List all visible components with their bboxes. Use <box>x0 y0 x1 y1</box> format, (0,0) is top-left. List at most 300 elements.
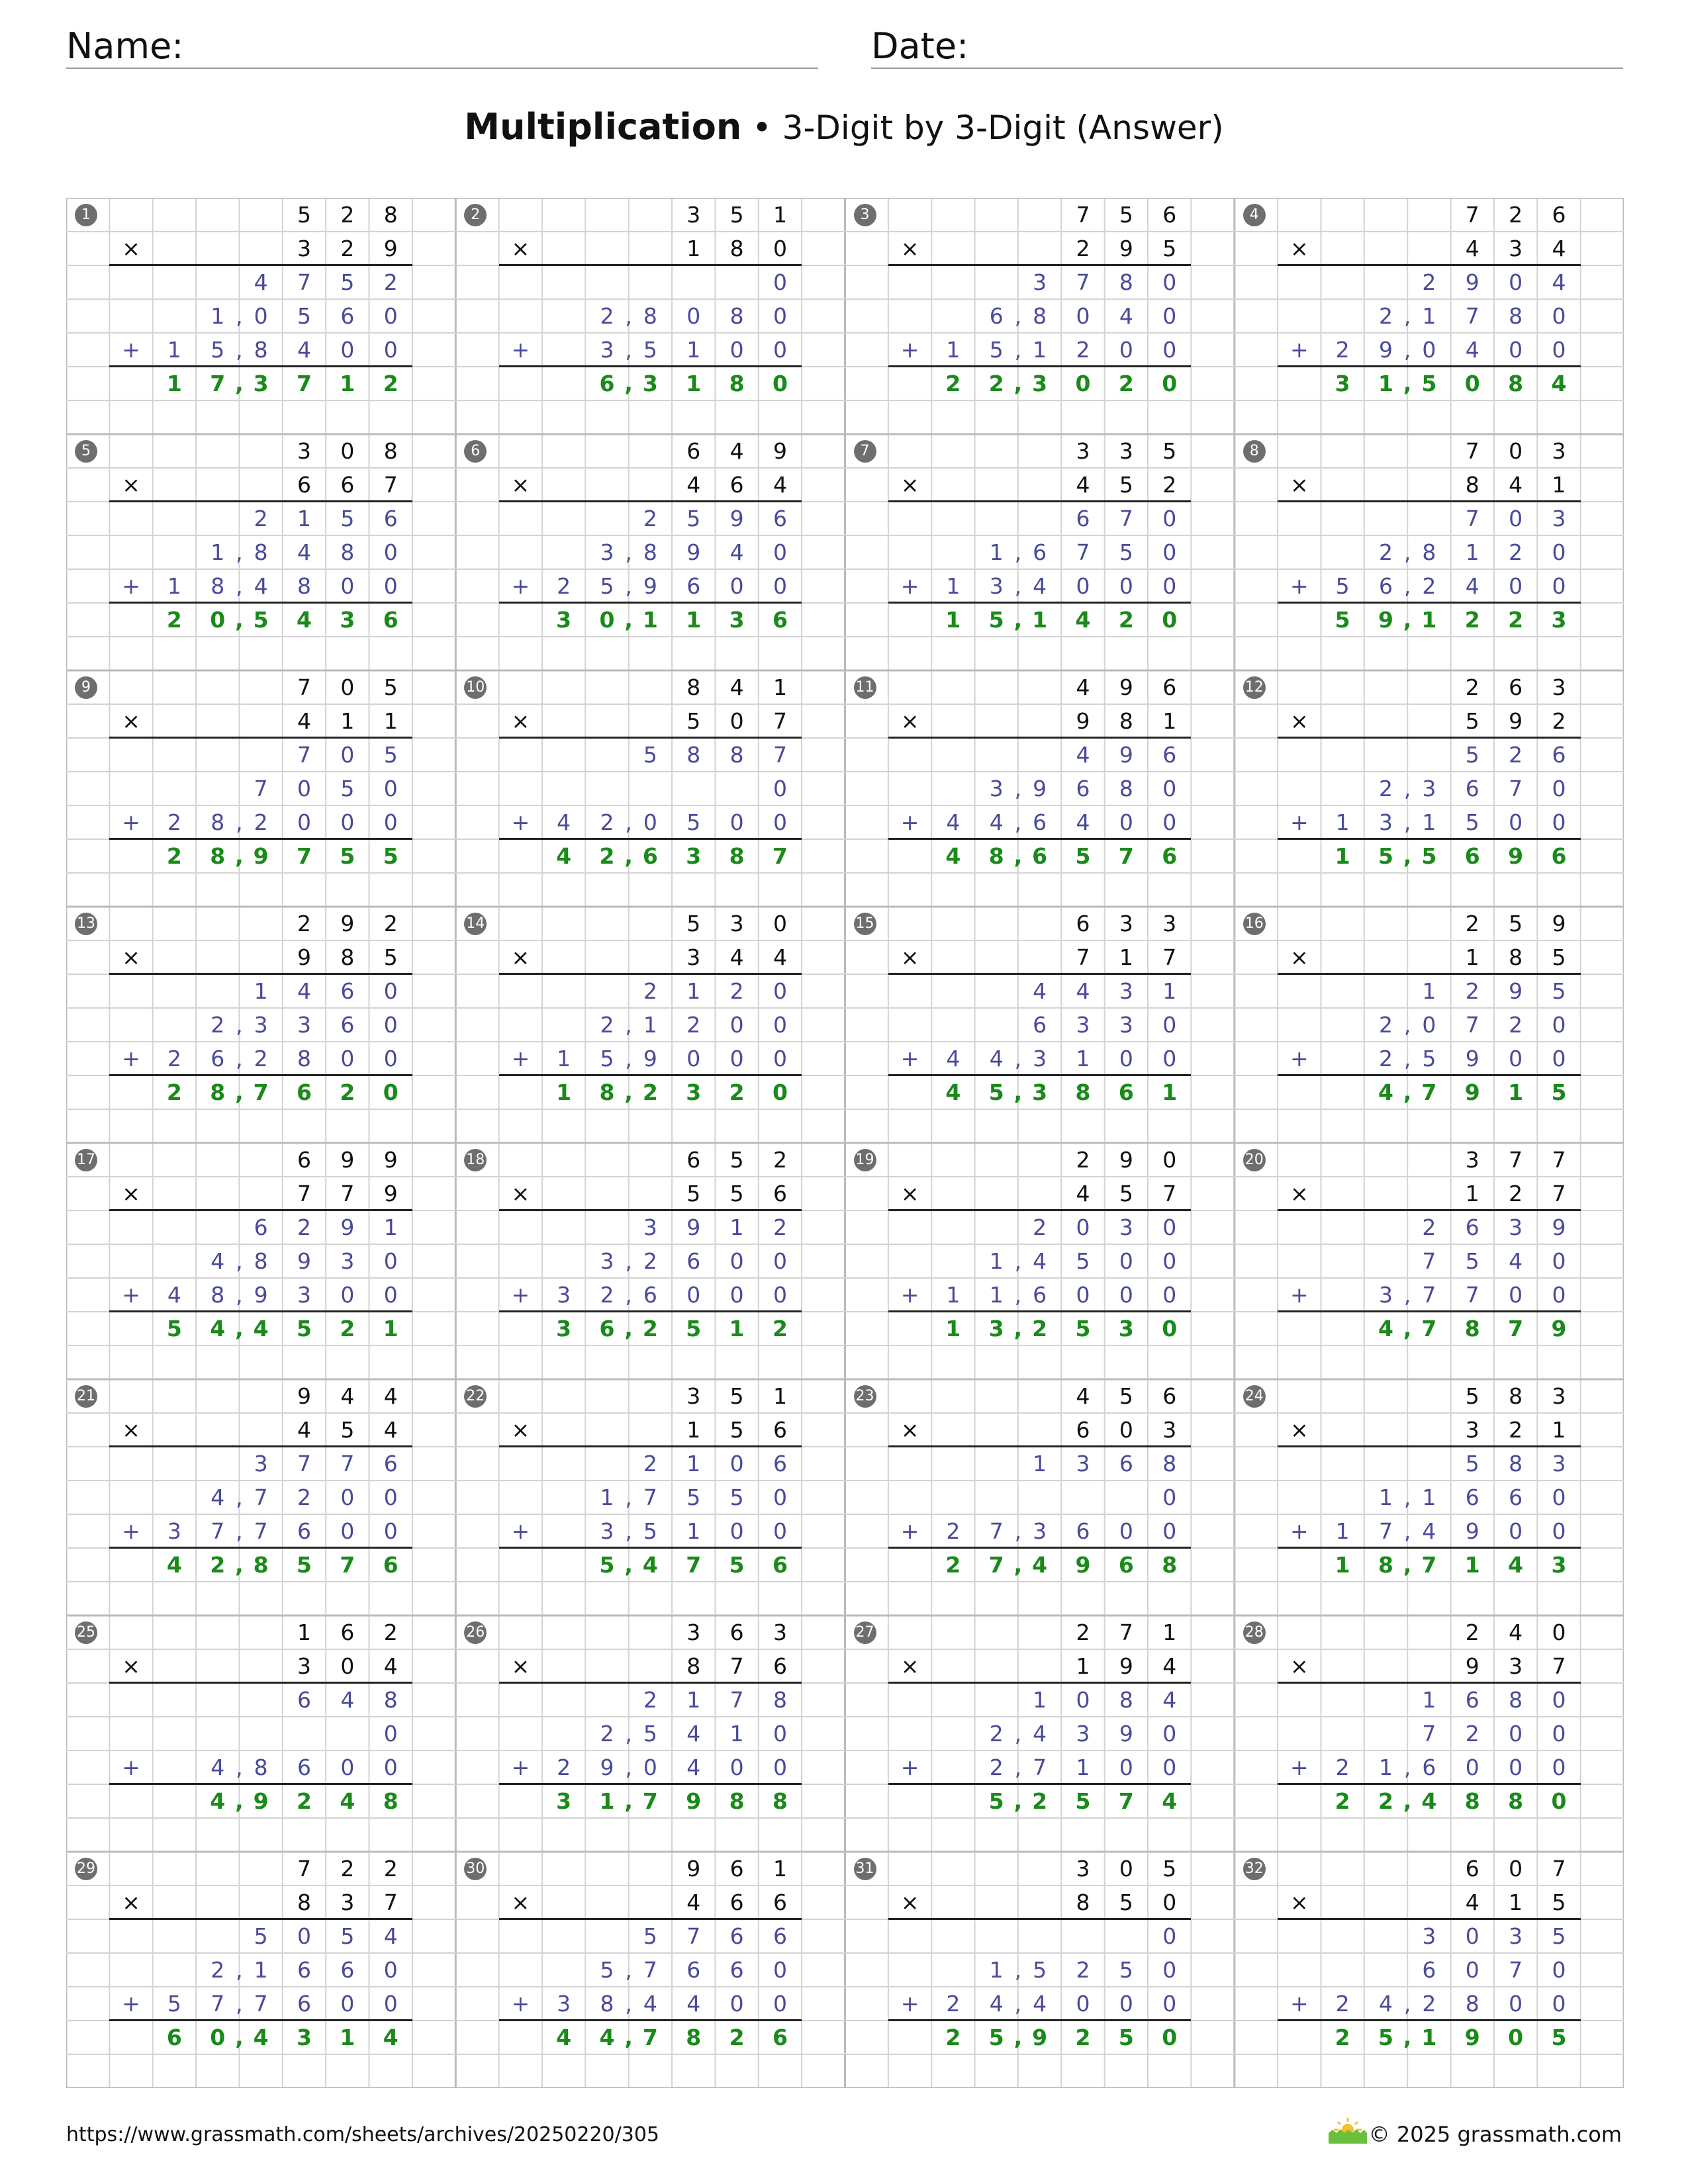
partial-digit: 7 <box>254 1518 268 1544</box>
partial-digit: 6 <box>297 1957 311 1983</box>
partial-digit: 2 <box>1379 776 1393 801</box>
partial-digit: 7 <box>211 1518 225 1544</box>
partial-digit: 7 <box>686 1923 701 1949</box>
answer-digit: 4 <box>1551 371 1567 396</box>
partial-digit: 9 <box>1119 742 1133 768</box>
partial-digit: 4 <box>946 809 961 835</box>
problem-number-badge: 7 <box>854 440 876 463</box>
plus-sign: + <box>511 809 530 835</box>
problem-block <box>455 1852 845 2088</box>
partial-digit: 9 <box>686 1214 701 1240</box>
answer-digit: 2 <box>1335 2025 1350 2050</box>
partial-digit: 3 <box>643 1214 657 1240</box>
partial-digit: 0 <box>773 1957 787 1983</box>
answer-digit: 7 <box>642 2025 658 2050</box>
answer-digit: 0 <box>599 607 615 633</box>
partial-digit: 2 <box>1509 539 1523 565</box>
partial-digit: 7 <box>989 1518 1004 1544</box>
thousands-comma: , <box>235 1788 244 1814</box>
partial-digit: 0 <box>643 809 657 835</box>
partial-digit: 2 <box>557 1754 571 1780</box>
answer-digit: 8 <box>729 371 745 396</box>
partial-digit: 4 <box>297 539 311 565</box>
factor-digit: 3 <box>686 1619 701 1645</box>
answer-digit: 5 <box>1335 607 1350 633</box>
answer-digit: 3 <box>556 1316 572 1342</box>
partial-digit: 7 <box>1422 1721 1436 1747</box>
problem-number-badge: 6 <box>464 440 487 463</box>
factor-digit: 5 <box>1119 1889 1133 1915</box>
factor-digit: 9 <box>383 1181 398 1206</box>
factor-digit: 0 <box>1162 1147 1177 1173</box>
partial-digit: 2 <box>254 809 268 835</box>
partial-digit: 6 <box>686 1248 701 1274</box>
thousands-comma: , <box>236 1046 243 1071</box>
partial-digit: 0 <box>729 573 744 599</box>
partial-digit: 7 <box>643 1957 657 1983</box>
answer-digit: 0 <box>1162 2025 1178 2050</box>
thousands-comma: , <box>624 371 633 396</box>
answer-digit: 1 <box>1335 843 1350 869</box>
factor-digit: 2 <box>340 1856 355 1882</box>
times-sign: × <box>122 1181 140 1206</box>
answer-digit: 9 <box>1464 2025 1480 2050</box>
answer-digit: 8 <box>1464 1316 1480 1342</box>
partial-digit: 5 <box>297 303 311 329</box>
partial-digit: 5 <box>1465 742 1479 768</box>
problem-block <box>66 670 455 907</box>
partial-digit: 1 <box>1422 809 1436 835</box>
partial-digit: 9 <box>1033 776 1047 801</box>
thousands-comma: , <box>1403 371 1412 396</box>
plus-sign: + <box>900 1046 919 1071</box>
problem-number-badge: 29 <box>75 1858 97 1880</box>
partial-digit: 3 <box>1119 978 1133 1004</box>
answer-digit: 4 <box>253 1316 269 1342</box>
partial-digit: 0 <box>1552 573 1566 599</box>
times-sign: × <box>900 1653 919 1679</box>
partial-digit: 5 <box>1422 1046 1436 1071</box>
partial-digit: 2 <box>297 1214 311 1240</box>
partial-digit: 9 <box>600 1754 614 1780</box>
partial-digit: 1 <box>729 1214 744 1240</box>
partial-digit: 6 <box>340 303 355 329</box>
partial-digit: 0 <box>729 1046 744 1071</box>
partial-digit: 0 <box>383 303 398 329</box>
partial-digit: 7 <box>1076 539 1090 565</box>
factor-digit: 6 <box>1509 674 1523 700</box>
factor-digit: 1 <box>1552 1417 1566 1443</box>
factor-digit: 6 <box>729 1856 744 1882</box>
factor-digit: 5 <box>297 202 311 228</box>
partial-digit: 2 <box>643 1451 657 1477</box>
factor-digit: 7 <box>297 1856 311 1882</box>
partial-digit: 6 <box>1033 1282 1047 1308</box>
partial-digit: 6 <box>1509 1484 1523 1510</box>
partial-digit: 5 <box>643 337 657 363</box>
partial-digit: 3 <box>254 1012 268 1038</box>
answer-digit: 5 <box>988 607 1004 633</box>
answer-digit: 2 <box>1075 2025 1091 2050</box>
partial-digit: 9 <box>729 506 744 531</box>
answer-digit: 6 <box>1464 843 1480 869</box>
partial-digit: 5 <box>729 1484 744 1510</box>
partial-digit: 4 <box>383 1923 398 1949</box>
factor-digit: 8 <box>383 202 398 228</box>
partial-digit: 9 <box>340 1214 355 1240</box>
footer-url[interactable]: https://www.grassmath.com/sheets/archives/20250220/305 <box>66 2123 660 2146</box>
factor-digit: 7 <box>383 1889 398 1915</box>
partial-digit: 6 <box>1033 539 1047 565</box>
partial-digit: 0 <box>383 1957 398 1983</box>
partial-digit: 4 <box>1033 1248 1047 1274</box>
answer-digit: 5 <box>166 1316 182 1342</box>
answer-digit: 0 <box>1162 1316 1178 1342</box>
partial-digit: 5 <box>1119 539 1133 565</box>
product-rule-line <box>888 1918 1192 1920</box>
times-sign: × <box>900 1417 919 1443</box>
times-sign: × <box>122 236 140 261</box>
partial-digit: 1 <box>254 978 268 1004</box>
thousands-comma: , <box>625 303 632 329</box>
times-sign: × <box>511 236 530 261</box>
factor-digit: 2 <box>383 1856 398 1882</box>
partial-digit: 9 <box>686 539 701 565</box>
factor-digit: 3 <box>1465 1417 1479 1443</box>
partial-digit: 3 <box>254 1451 268 1477</box>
problem-block <box>1235 1379 1624 1615</box>
answer-digit: 2 <box>1118 607 1134 633</box>
partial-digit: 0 <box>1465 1957 1479 1983</box>
answer-digit: 2 <box>166 843 182 869</box>
answer-digit: 2 <box>1032 1316 1048 1342</box>
factor-digit: 5 <box>1162 236 1177 261</box>
answer-digit: 4 <box>210 1788 226 1814</box>
partial-digit: 0 <box>383 978 398 1004</box>
answer-digit: 1 <box>556 1079 572 1105</box>
answer-digit: 4 <box>1378 1079 1393 1105</box>
partial-digit: 6 <box>211 1046 225 1071</box>
partial-digit: 0 <box>1162 1721 1177 1747</box>
factor-digit: 2 <box>340 236 355 261</box>
name-field-line[interactable] <box>66 68 818 69</box>
answer-digit: 2 <box>772 1316 788 1342</box>
times-sign: × <box>122 1653 140 1679</box>
partial-digit: 2 <box>729 978 744 1004</box>
partial-digit: 0 <box>1509 1991 1523 2017</box>
partial-digit: 7 <box>1465 303 1479 329</box>
partial-digit: 2 <box>643 1687 657 1713</box>
partial-digit: 0 <box>1119 573 1133 599</box>
partial-digit: 5 <box>1465 809 1479 835</box>
thousands-comma: , <box>1403 1316 1412 1342</box>
thousands-comma: , <box>236 337 243 363</box>
answer-digit: 6 <box>166 2025 182 2050</box>
partial-digit: 7 <box>729 1687 744 1713</box>
answer-digit: 0 <box>210 2025 226 2050</box>
partial-digit: 4 <box>989 809 1004 835</box>
answer-digit: 3 <box>729 607 745 633</box>
answer-digit: 2 <box>945 2025 961 2050</box>
answer-digit: 8 <box>686 2025 702 2050</box>
partial-digit: 0 <box>297 1923 311 1949</box>
answer-digit: 7 <box>1508 1316 1524 1342</box>
partial-digit: 8 <box>1162 1451 1177 1477</box>
partial-digit: 1 <box>557 1046 571 1071</box>
partial-digit: 0 <box>1509 1721 1523 1747</box>
factor-digit: 1 <box>686 1417 701 1443</box>
partial-digit: 6 <box>254 1214 268 1240</box>
partial-digit: 0 <box>1119 337 1133 363</box>
factor-digit: 6 <box>686 1147 701 1173</box>
answer-digit: 2 <box>1378 1788 1393 1814</box>
factor-digit: 7 <box>773 708 787 734</box>
partial-digit: 6 <box>340 1012 355 1038</box>
factor-digit: 2 <box>340 202 355 228</box>
partial-digit: 1 <box>254 1957 268 1983</box>
partial-digit: 0 <box>340 809 355 835</box>
partial-digit: 0 <box>1162 1214 1177 1240</box>
partial-digit: 3 <box>297 1012 311 1038</box>
partial-digit: 3 <box>1509 1214 1523 1240</box>
times-sign: × <box>511 944 530 970</box>
partial-digit: 0 <box>729 1518 744 1544</box>
partial-digit: 0 <box>773 539 787 565</box>
answer-digit: 2 <box>1508 607 1524 633</box>
factor-digit: 3 <box>1119 438 1133 464</box>
thousands-comma: , <box>1403 1484 1411 1510</box>
partial-digit: 0 <box>1162 506 1177 531</box>
partial-digit: 4 <box>1076 742 1090 768</box>
partial-digit: 7 <box>1033 1754 1047 1780</box>
partial-digit: 1 <box>1379 1754 1393 1780</box>
partial-digit: 8 <box>254 1754 268 1780</box>
answer-digit: 4 <box>1421 1788 1437 1814</box>
factor-digit: 6 <box>773 1181 787 1206</box>
partial-digit: 7 <box>643 1484 657 1510</box>
partial-digit: 6 <box>643 1282 657 1308</box>
partial-digit: 2 <box>1335 1754 1350 1780</box>
answer-digit: 6 <box>1032 843 1048 869</box>
partial-digit: 6 <box>729 1923 744 1949</box>
thousands-comma: , <box>1013 1316 1023 1342</box>
partial-digit: 8 <box>1509 303 1523 329</box>
partial-digit: 0 <box>1162 1484 1177 1510</box>
answer-digit: 7 <box>253 1079 269 1105</box>
factor-digit: 5 <box>1162 438 1177 464</box>
partial-digit: 8 <box>643 539 657 565</box>
answer-digit: 4 <box>556 2025 572 2050</box>
times-sign: × <box>900 472 919 498</box>
partial-digit: 1 <box>297 506 311 531</box>
factor-digit: 4 <box>1509 1619 1523 1645</box>
partial-digit: 0 <box>1119 1248 1133 1274</box>
partial-digit: 0 <box>340 1046 355 1071</box>
thousands-comma: , <box>235 1316 244 1342</box>
factor-digit: 2 <box>1465 911 1479 936</box>
partial-digit: 0 <box>686 1046 701 1071</box>
partial-digit: 6 <box>773 1451 787 1477</box>
thousands-comma: , <box>1014 337 1022 363</box>
partial-digit: 0 <box>1552 1991 1566 2017</box>
answer-digit: 4 <box>210 1316 226 1342</box>
thousands-comma: , <box>1403 607 1412 633</box>
answer-digit: 3 <box>1032 371 1048 396</box>
answer-digit: 8 <box>1508 371 1524 396</box>
factor-digit: 6 <box>773 1889 787 1915</box>
partial-digit: 3 <box>1119 1214 1133 1240</box>
factor-digit: 2 <box>1509 1417 1523 1443</box>
partial-digit: 5 <box>1033 1957 1047 1983</box>
partial-digit: 4 <box>1552 269 1566 295</box>
times-sign: × <box>511 1417 530 1443</box>
factor-digit: 2 <box>1076 1619 1090 1645</box>
partial-digit: 6 <box>340 1957 355 1983</box>
answer-digit: 8 <box>988 843 1004 869</box>
partial-digit: 2 <box>946 1991 961 2017</box>
problem-number-badge: 15 <box>854 913 876 935</box>
partial-digit: 2 <box>1076 337 1090 363</box>
problem-block <box>66 1143 455 1379</box>
problem-number-badge: 27 <box>854 1621 876 1644</box>
partial-digit: 6 <box>1162 742 1177 768</box>
partial-digit: 1 <box>686 978 701 1004</box>
partial-digit: 6 <box>686 1957 701 1983</box>
partial-digit: 0 <box>1162 573 1177 599</box>
plus-sign: + <box>511 573 530 599</box>
answer-digit: 6 <box>1118 1552 1134 1578</box>
partial-digit: 6 <box>1033 809 1047 835</box>
problem-block <box>845 1615 1235 1852</box>
partial-digit: 7 <box>1422 1282 1436 1308</box>
partial-digit: 7 <box>254 1484 268 1510</box>
partial-digit: 4 <box>557 809 571 835</box>
partial-digit: 0 <box>1422 337 1436 363</box>
partial-digit: 0 <box>729 1012 744 1038</box>
answer-digit: 5 <box>686 1316 702 1342</box>
answer-digit: 2 <box>210 1552 226 1578</box>
partial-digit: 9 <box>1465 1518 1479 1544</box>
partial-digit: 0 <box>1465 1923 1479 1949</box>
partial-digit: 0 <box>340 1282 355 1308</box>
answer-digit: 6 <box>772 1552 788 1578</box>
page-title <box>0 106 1688 148</box>
partial-digit: 5 <box>600 1046 614 1071</box>
title-sub: • 3-Digit by 3-Digit (Answer) <box>752 109 1224 147</box>
problem-number-badge: 13 <box>75 913 97 935</box>
problem-number-badge: 31 <box>854 1858 876 1880</box>
factor-digit: 9 <box>773 438 787 464</box>
partial-digit: 5 <box>1335 573 1350 599</box>
partial-digit: 8 <box>1509 1451 1523 1477</box>
answer-digit: 0 <box>1162 607 1178 633</box>
answer-digit: 2 <box>1464 607 1480 633</box>
factor-digit: 6 <box>1552 202 1566 228</box>
partial-digit: 0 <box>643 1754 657 1780</box>
factor-digit: 0 <box>1119 1417 1133 1443</box>
factor-digit: 7 <box>1465 438 1479 464</box>
partial-digit: 1 <box>1379 1484 1393 1510</box>
answer-digit: 5 <box>1075 1788 1091 1814</box>
factor-digit: 2 <box>1552 708 1566 734</box>
factor-digit: 4 <box>1509 472 1523 498</box>
partial-digit: 7 <box>211 1991 225 2017</box>
factor-digit: 4 <box>1076 1383 1090 1409</box>
factor-digit: 9 <box>383 1147 398 1173</box>
factor-digit: 6 <box>1465 1856 1479 1882</box>
factor-digit: 9 <box>1119 674 1133 700</box>
problem-number-badge: 10 <box>464 676 487 699</box>
factor-digit: 3 <box>686 944 701 970</box>
partial-digit: 6 <box>383 1451 398 1477</box>
factor-digit: 3 <box>1162 911 1177 936</box>
thousands-comma: , <box>1014 809 1022 835</box>
partial-digit: 2 <box>946 1518 961 1544</box>
answer-digit: 3 <box>686 1079 702 1105</box>
partial-digit: 2 <box>643 1248 657 1274</box>
partial-digit: 0 <box>1119 1282 1133 1308</box>
problem-block <box>66 907 455 1143</box>
date-field-line[interactable] <box>871 68 1623 69</box>
answer-digit: 5 <box>1378 843 1393 869</box>
factor-digit: 7 <box>1119 1619 1133 1645</box>
partial-digit: 0 <box>383 573 398 599</box>
problem-number-badge: 26 <box>464 1621 487 1644</box>
factor-digit: 0 <box>1509 1856 1523 1882</box>
thousands-comma: , <box>236 1248 243 1274</box>
partial-digit: 0 <box>383 1248 398 1274</box>
plus-sign: + <box>1289 1754 1309 1780</box>
times-sign: × <box>1289 1889 1309 1915</box>
partial-digit: 2 <box>1379 303 1393 329</box>
answer-digit: 1 <box>340 371 355 396</box>
answer-digit: 7 <box>296 843 312 869</box>
partial-digit: 3 <box>297 1282 311 1308</box>
problem-number-badge: 3 <box>854 204 876 226</box>
answer-digit: 9 <box>1551 1316 1567 1342</box>
factor-digit: 2 <box>1076 1147 1090 1173</box>
partial-digit: 0 <box>1162 776 1177 801</box>
factor-digit: 4 <box>383 1653 398 1679</box>
partial-digit: 5 <box>1552 978 1566 1004</box>
partial-digit: 3 <box>1076 1721 1090 1747</box>
answer-digit: 4 <box>945 843 961 869</box>
answer-digit: 7 <box>988 1552 1004 1578</box>
factor-digit: 0 <box>1119 1856 1133 1882</box>
factor-digit: 6 <box>1162 1383 1177 1409</box>
plus-sign: + <box>1289 337 1309 363</box>
thousands-comma: , <box>1013 371 1023 396</box>
answer-digit: 1 <box>1335 1552 1350 1578</box>
partial-digit: 1 <box>1033 1687 1047 1713</box>
answer-digit: 2 <box>340 1316 355 1342</box>
factor-digit: 2 <box>773 1147 787 1173</box>
partial-digit: 0 <box>729 1991 744 2017</box>
partial-digit: 4 <box>1162 1687 1177 1713</box>
answer-digit: 6 <box>1162 843 1178 869</box>
partial-digit: 0 <box>383 1282 398 1308</box>
partial-digit: 6 <box>1033 1012 1047 1038</box>
partial-digit: 5 <box>686 1484 701 1510</box>
thousands-comma: , <box>625 1991 632 2017</box>
plus-sign: + <box>122 337 140 363</box>
problem-number-badge: 30 <box>464 1858 487 1880</box>
partial-digit: 7 <box>1076 269 1090 295</box>
answer-digit: 9 <box>1464 1079 1480 1105</box>
problem-number-badge: 11 <box>854 676 876 699</box>
partial-digit: 0 <box>1552 1248 1566 1274</box>
partial-digit: 3 <box>1422 1923 1436 1949</box>
